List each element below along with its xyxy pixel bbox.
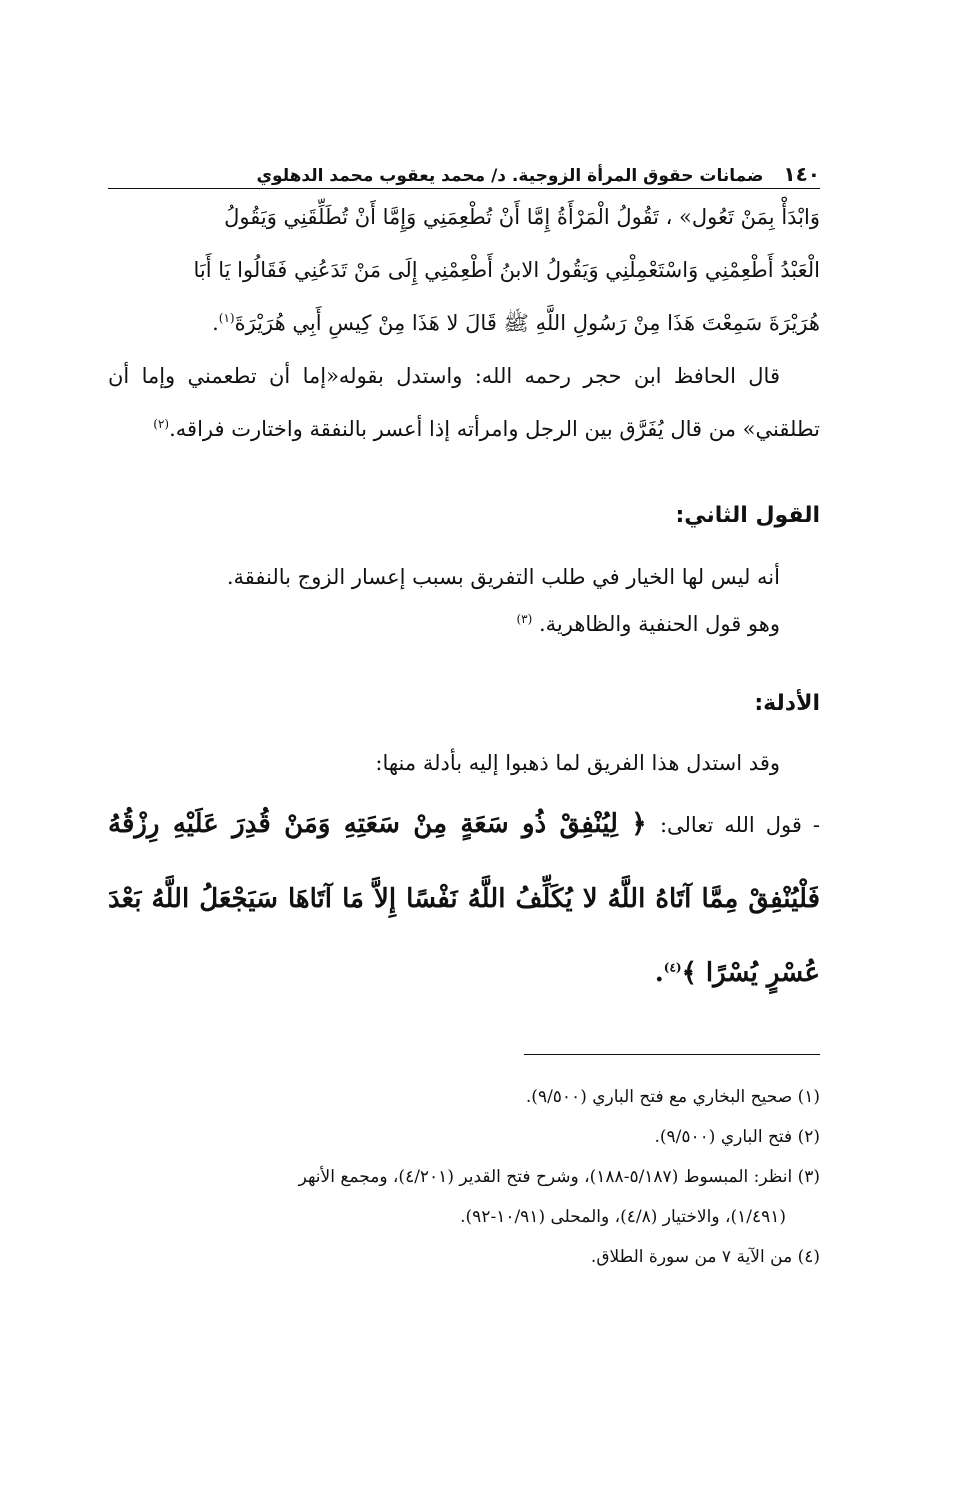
footnote-ref-1: (١) — [218, 311, 235, 325]
hadith-line-1: وَابْدَأْ بِمَنْ تَعُول» ، تَقُولُ الْمَرْأَةُ إِمَّا أَنْ تُطْعِمَنِي وَإِمَّا أَنْ تُطَلِّقَنِي وَيَقُولُ — [224, 205, 820, 229]
hadith-line-3 — [108, 297, 820, 350]
second-view-line-2-text: وهو قول الحنفية والظاهرية. — [538, 612, 780, 636]
quran-verse-block — [108, 787, 820, 1010]
hadith-end-mark: . — [212, 311, 219, 335]
heading-evidence: الأدلة: — [754, 691, 820, 716]
hadith-text — [108, 191, 820, 350]
running-header — [108, 160, 820, 189]
hadith-line-2: الْعَبْدُ أَطْعِمْنِي وَاسْتَعْمِلْنِي وَيَقُولُ الابنُ أَطْعِمْنِي إِلَى مَنْ تَدَعُنِي فَقَالُوا يَا أَبَا — [193, 258, 820, 282]
heading-second-view: القول الثاني: — [675, 503, 820, 528]
footnote-3: (٣) انظر: المبسوط (٥/١٨٧-١٨٨)، وشرح فتح القدير (٤/٢٠١)، ومجمع الأنهر — [298, 1167, 820, 1187]
second-view-line-1: أنه ليس لها الخيار في طلب التفريق بسبب إعسار الزوج بالنفقة. — [226, 565, 780, 589]
header-title: ضمانات حقوق المرأة الزوجية. د/ محمد يعقوب محمد الدهلوي — [256, 166, 764, 186]
second-view-line-2 — [108, 601, 780, 648]
footnote-ref-4: (٤) — [663, 960, 682, 975]
quran-intro: - قول الله تعالى: — [659, 813, 820, 837]
book-page — [108, 160, 820, 1277]
quran-verse: ﴿ لِيُنْفِقْ ذُو سَعَةٍ مِنْ سَعَتِهِ وَمَنْ قُدِرَ عَلَيْهِ رِزْقُهُ فَلْيُنْفِقْ مِمَّا آتَاهُ اللَّهُ لا يُكَلِّفُ اللَّهُ نَفْسًا إِلاَّ مَا آتَاهَا سَيَجْعَلُ اللَّهُ بَعْدَ عُسْرٍ يُسْرًا ﴾ — [108, 809, 820, 988]
quran-end-mark: . — [654, 958, 664, 988]
footnote-3-continued: (١/٤٩١)، والاختيار (٤/٨)، والمحلى (١٠/٩١-٩٢). — [460, 1207, 786, 1227]
footnote-4: (٤) من الآية ٧ من سورة الطلاق. — [590, 1247, 820, 1267]
footnotes — [108, 1077, 820, 1277]
footnote-separator — [524, 1054, 820, 1055]
footnote-ref-2: (٢) — [153, 417, 170, 431]
footnote-2: (٢) فتح الباري (٩/٥٠٠). — [654, 1127, 820, 1147]
page-number: ١٤٠ — [783, 162, 820, 186]
footnote-1: (١) صحيح البخاري مع فتح الباري (٩/٥٠٠). — [525, 1087, 820, 1107]
footnote-ref-3: (٣) — [516, 612, 533, 626]
second-view-block — [108, 554, 820, 648]
hafiz-paragraph — [108, 350, 820, 456]
hadith-line-3-text: هُرَيْرَةَ سَمِعْتَ هَذَا مِنْ رَسُولِ اللَّهِ ﷺ قَالَ لا هَذَا مِنْ كِيسِ أَبِي هُرَيْرَةَ — [234, 311, 820, 335]
evidence-intro: وقد استدل هذا الفريق لما ذهبوا إليه بأدلة منها: — [375, 751, 780, 775]
hafiz-paragraph-text: قال الحافظ ابن حجر رحمه الله: واستدل بقوله«إما أن تطعمني وإما أن تطلقني» من قال يُفَرَّق بين الرجل وامرأته إذا أعسر بالنفقة واختارت فراقه. — [108, 364, 820, 441]
